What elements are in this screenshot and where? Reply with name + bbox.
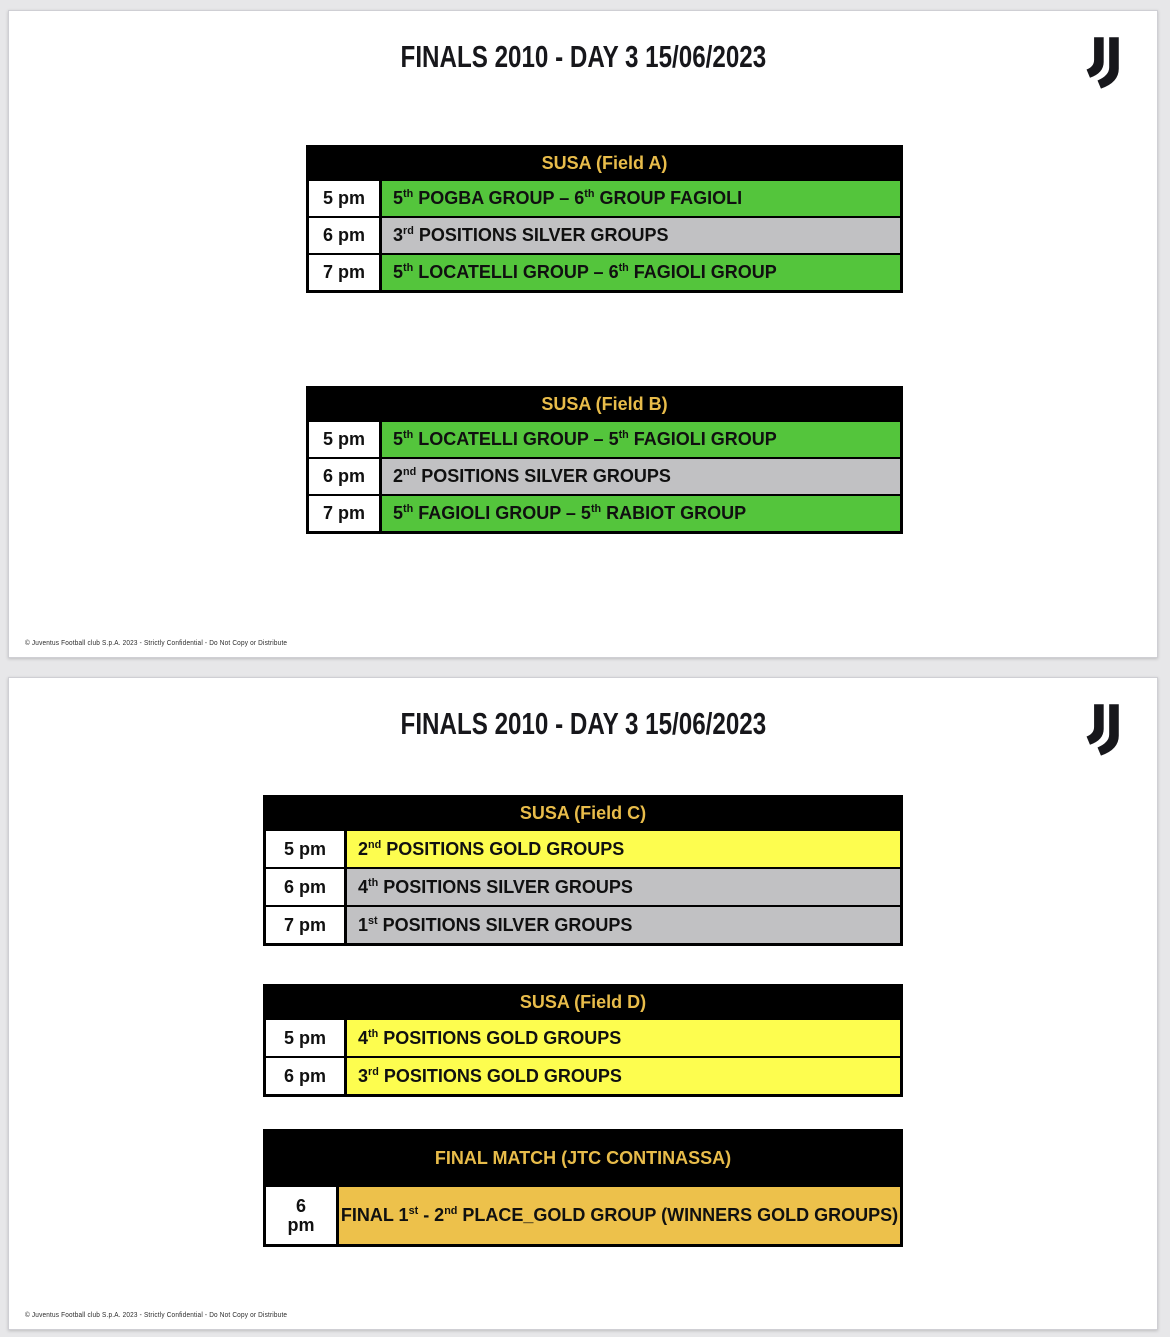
time-cell: 6 pm: [266, 1058, 344, 1094]
match-cell: 5th POGBA GROUP – 6th GROUP FAGIOLI: [382, 181, 900, 216]
table-field-a-header: SUSA (Field A): [309, 148, 900, 179]
table-row: [309, 218, 900, 253]
table-row: [309, 255, 900, 290]
table-field-d-header: SUSA (Field D): [266, 987, 900, 1018]
time-cell: 7 pm: [309, 496, 379, 531]
match-cell: 2nd POSITIONS GOLD GROUPS: [347, 831, 900, 867]
slide-page-2: [8, 677, 1158, 1330]
time-cell: 7 pm: [266, 907, 344, 943]
copyright-footer: © Juventus Football club S.p.A. 2023 - Strictly Confidential - Do Not Copy or Distribute: [25, 640, 288, 647]
page-title: [9, 39, 1157, 75]
table-row: [309, 422, 900, 457]
table-final-match: [263, 1129, 903, 1247]
match-cell: 1st POSITIONS SILVER GROUPS: [347, 907, 900, 943]
match-cell: 4th POSITIONS SILVER GROUPS: [347, 869, 900, 905]
table-row: [266, 907, 900, 943]
page-title-text: FINALS 2010 - DAY 3 15/06/2023: [400, 706, 766, 741]
table-row: [309, 496, 900, 531]
table-field-b-header: SUSA (Field B): [309, 389, 900, 420]
match-cell: FINAL 1st - 2nd PLACE_GOLD GROUP (WINNERS GOLD GROUPS): [339, 1187, 900, 1244]
match-cell: 3rd POSITIONS GOLD GROUPS: [347, 1058, 900, 1094]
table-row: [266, 1058, 900, 1094]
time-cell: 5 pm: [309, 181, 379, 216]
time-cell: 6 pm: [266, 869, 344, 905]
table-field-c: [263, 795, 903, 946]
match-cell: 5th LOCATELLI GROUP – 5th FAGIOLI GROUP: [382, 422, 900, 457]
match-cell: 2nd POSITIONS SILVER GROUPS: [382, 459, 900, 494]
slide-page-1: [8, 10, 1158, 658]
match-cell: 3rd POSITIONS SILVER GROUPS: [382, 218, 900, 253]
table-field-b: [306, 386, 903, 534]
match-cell: 4th POSITIONS GOLD GROUPS: [347, 1020, 900, 1056]
table-row: [266, 1020, 900, 1056]
copyright-footer: © Juventus Football club S.p.A. 2023 - Strictly Confidential - Do Not Copy or Distribute: [25, 1312, 288, 1319]
juventus-logo: [1079, 33, 1127, 95]
table-row: [309, 181, 900, 216]
match-cell: 5th LOCATELLI GROUP – 6th FAGIOLI GROUP: [382, 255, 900, 290]
time-cell: 6 pm: [309, 459, 379, 494]
time-cell: 5 pm: [266, 1020, 344, 1056]
table-final-match-header: FINAL MATCH (JTC CONTINASSA): [266, 1132, 900, 1185]
table-field-c-header: SUSA (Field C): [266, 798, 900, 829]
table-row: [309, 459, 900, 494]
table-row: [266, 869, 900, 905]
time-cell: 5 pm: [266, 831, 344, 867]
juventus-logo: [1079, 700, 1127, 762]
time-cell: 7 pm: [309, 255, 379, 290]
table-field-d: [263, 984, 903, 1097]
page-title: [9, 706, 1157, 742]
time-cell: 6 pm: [309, 218, 379, 253]
time-cell: 6 pm: [266, 1187, 336, 1244]
table-row: [266, 831, 900, 867]
page-title-text: FINALS 2010 - DAY 3 15/06/2023: [400, 39, 766, 74]
table-row: [266, 1187, 900, 1244]
table-field-a: [306, 145, 903, 293]
time-cell: 5 pm: [309, 422, 379, 457]
match-cell: 5th FAGIOLI GROUP – 5th RABIOT GROUP: [382, 496, 900, 531]
